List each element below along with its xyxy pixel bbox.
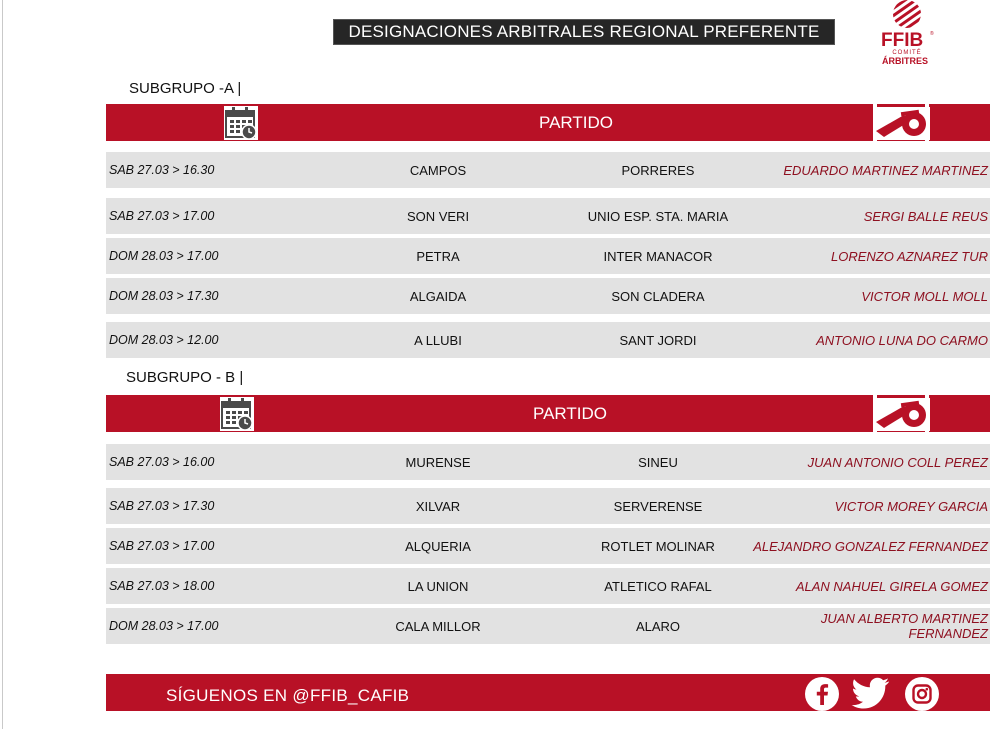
document-title: DESIGNACIONES ARBITRALES REGIONAL PREFERENTE xyxy=(333,19,835,45)
subgroup-a-header xyxy=(106,104,990,141)
match-row xyxy=(106,444,990,480)
away-team: SANT JORDI xyxy=(619,332,697,348)
match-date: SAB 27.03 > 16.30 xyxy=(109,163,215,177)
referee-name: JUAN ALBERTO MARTINEZ FERNANDEZ xyxy=(820,611,988,641)
partido-heading: PARTIDO xyxy=(539,113,613,132)
match-date: DOM 28.03 > 17.00 xyxy=(109,619,219,633)
match-date: SAB 27.03 > 17.00 xyxy=(109,209,215,223)
home-team: XILVAR xyxy=(415,498,461,514)
home-team: ALQUERIA xyxy=(405,538,471,554)
match-row xyxy=(106,322,990,358)
away-team: SERVERENSE xyxy=(613,498,703,514)
referee-name: ANTONIO LUNA DO CARMO xyxy=(816,332,988,348)
referee-name: EDUARDO MARTINEZ MARTINEZ xyxy=(783,162,988,178)
home-team: CAMPOS xyxy=(409,162,467,178)
referee-name: LORENZO AZNAREZ TUR xyxy=(831,248,988,264)
whistle-icon xyxy=(874,107,930,140)
twitter-icon[interactable] xyxy=(849,675,891,711)
home-team: ALGAIDA xyxy=(409,288,467,304)
home-team: A LLUBI xyxy=(414,332,462,348)
calendar-clock-icon xyxy=(220,397,254,431)
follow-us-text: SÍGUENOS EN @FFIB_CAFIB xyxy=(166,686,410,705)
match-row xyxy=(106,608,990,644)
svg-text:COMITÉ: COMITÉ xyxy=(892,50,922,56)
svg-text:FFIB: FFIB xyxy=(881,30,924,51)
home-team: MURENSE xyxy=(405,454,471,470)
instagram-icon[interactable] xyxy=(904,676,940,712)
match-date: SAB 27.03 > 17.30 xyxy=(109,499,215,513)
footer-bar xyxy=(106,674,990,711)
match-date: DOM 28.03 > 17.30 xyxy=(109,289,219,303)
match-date: DOM 28.03 > 17.00 xyxy=(109,249,219,263)
referee-name: VICTOR MOLL MOLL xyxy=(861,288,988,304)
match-row xyxy=(106,568,990,604)
referee-name: VICTOR MOREY GARCIA xyxy=(834,498,988,514)
home-team: SON VERI xyxy=(406,208,470,224)
whistle-icon xyxy=(874,398,930,431)
away-team: ALARO xyxy=(635,618,681,634)
match-date: SAB 27.03 > 18.00 xyxy=(109,579,215,593)
home-team: PETRA xyxy=(416,248,460,264)
away-team: INTER MANACOR xyxy=(603,248,713,264)
subgroup-b-header xyxy=(106,395,990,432)
calendar-clock-icon xyxy=(224,106,258,140)
subgroup-a-label: SUBGRUPO -A | xyxy=(129,80,242,97)
away-team: UNIO ESP. STA. MARIA xyxy=(587,208,729,224)
match-date: SAB 27.03 > 17.00 xyxy=(109,539,215,553)
facebook-icon[interactable] xyxy=(804,676,840,712)
referee-name: JUAN ANTONIO COLL PEREZ xyxy=(807,454,988,470)
match-row xyxy=(106,528,990,564)
match-date: SAB 27.03 > 16.00 xyxy=(109,455,215,469)
match-row xyxy=(106,488,990,524)
away-team: ATLETICO RAFAL xyxy=(604,578,712,594)
match-row xyxy=(106,238,990,274)
ffib-logo xyxy=(878,0,936,70)
match-row xyxy=(106,278,990,314)
away-team: SINEU xyxy=(638,454,678,470)
referee-name: ALEJANDRO GONZALEZ FERNANDEZ xyxy=(753,538,988,554)
svg-text:ÁRBITRES: ÁRBITRES xyxy=(881,56,929,66)
home-team: LA UNION xyxy=(407,578,469,594)
match-row xyxy=(106,198,990,234)
page-left-border xyxy=(2,0,3,729)
away-team: PORRERES xyxy=(621,162,695,178)
away-team: SON CLADERA xyxy=(611,288,705,304)
svg-text:®: ® xyxy=(930,31,934,37)
referee-name: SERGI BALLE REUS xyxy=(863,208,988,224)
match-row xyxy=(106,152,990,188)
subgroup-b-label: SUBGRUPO - B | xyxy=(126,369,244,386)
partido-heading: PARTIDO xyxy=(533,404,607,423)
away-team: ROTLET MOLINAR xyxy=(601,538,715,554)
home-team: CALA MILLOR xyxy=(395,618,481,634)
referee-name: ALAN NAHUEL GIRELA GOMEZ xyxy=(795,578,988,594)
match-date: DOM 28.03 > 12.00 xyxy=(109,333,219,347)
